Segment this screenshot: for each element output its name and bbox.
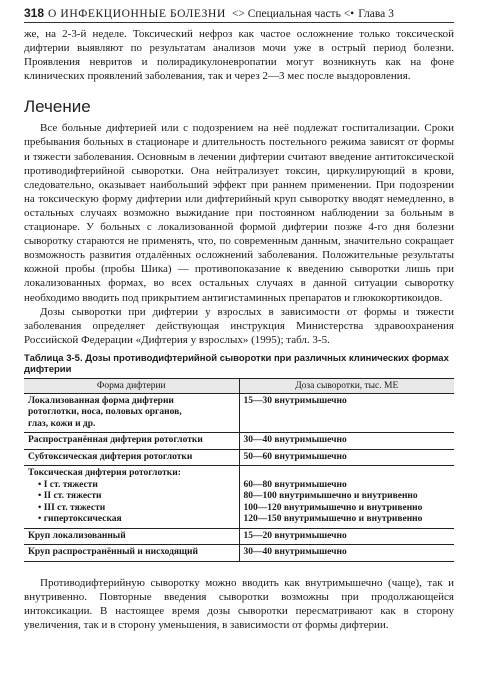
- form-line: • I ст. тяжести: [38, 479, 98, 490]
- form-cell: [24, 433, 239, 450]
- chapter-label: Глава 3: [358, 8, 394, 20]
- table-row: [24, 466, 454, 529]
- form-cell: [24, 466, 239, 529]
- dose-line: 100—120 внутримышечно и внутривенно: [243, 502, 423, 513]
- dose-cell: [239, 393, 454, 433]
- dose-line: [244, 468, 451, 480]
- dose-line: 15—20 внутримышечно: [243, 530, 347, 541]
- table-caption: Таблица 3-5. Дозы противодифтерийной сыворотки при различных клинических формах дифтерии: [24, 352, 449, 376]
- form-line: • гипертоксическая: [38, 514, 122, 525]
- form-line: Токсическая дифтерия ротоглотки:: [28, 468, 181, 479]
- form-line: Круп локализованный: [28, 530, 126, 541]
- dose-cell: [239, 545, 454, 562]
- form-cell: [24, 393, 239, 433]
- dose-table: [24, 378, 454, 562]
- form-line: Круп распространённый и нисходящий: [28, 547, 199, 558]
- table-row: [24, 393, 454, 433]
- table-row: [24, 528, 454, 545]
- form-line: Локализованная форма дифтерии: [28, 395, 174, 406]
- dose-line: 120—150 внутримышечно и внутривенно: [243, 514, 423, 525]
- table-row: [24, 433, 454, 450]
- dose-line: 15—30 внутримышечно: [243, 395, 347, 406]
- form-line: глаз, кожи и др.: [28, 418, 96, 429]
- dose-cell: [239, 449, 454, 466]
- table-row: [24, 449, 454, 466]
- form-line: ротоглотки, носа, половых органов,: [28, 407, 182, 418]
- part-label: <> Специальная часть <•: [231, 8, 355, 20]
- form-cell: [24, 545, 239, 562]
- dose-line: 50—60 внутримышечно: [243, 451, 347, 462]
- form-line: Распространённая дифтерия ротоглотки: [28, 435, 203, 446]
- form-cell: [24, 449, 239, 466]
- running-header: [24, 6, 454, 23]
- table-body: [24, 393, 454, 561]
- dose-line: 30—40 внутримышечно: [243, 435, 347, 446]
- dose-cell: [239, 433, 454, 450]
- table-header-row: [24, 378, 454, 393]
- dose-cell: [239, 528, 454, 545]
- dose-line: 60—80 внутримышечно: [243, 479, 347, 490]
- intro-paragraph: же, на 2-3-й неделе. Токсический нефроз как частое осложнение только токсической дифтерии выявляют по результатам анализов мочи уже в острый период болезни. Проявления невритов и полирадикулоневропатии могут возникнуть как на фоне клинических проявлений заболевания, так и через 2—3 мес после выздоровления.: [24, 28, 454, 83]
- form-line: • III ст. тяжести: [38, 502, 106, 513]
- dose-line: 80—100 внутримышечно и внутривенно: [243, 491, 418, 502]
- book-title: О ИНФЕКЦИОННЫЕ БОЛЕЗНИ: [48, 8, 226, 20]
- dose-cell: [239, 466, 454, 529]
- form-cell: [24, 528, 239, 545]
- form-line: • II ст. тяжести: [38, 491, 102, 502]
- body-paragraph: Дозы сыворотки при дифтерии у взрослых в зависимости от формы и тяжести заболевания определяет действующая инструкция Министерства здравоохранения Российской Федерации «Дифтерия у взрослых» (1995); табл. 3-5.: [24, 305, 454, 346]
- body-paragraph: Все больные дифтерией или с подозрением на неё подлежат госпитализации. Сроки пребывания больных в стационаре и длительность постельного режима зависят от формы и тяжести заболевания. Основным в лечении дифтерии считают введение антитоксической противодифтерийной сыворотки. Она нейтрализует токсин, циркулирующий в крови, следовательно, оказывает наибольший эффект при раннем применении. При подозрении на токсическую форму дифтерии или дифтерийный круп сыворотку вводят немедленно, в остальных случаях возможно выжидание при постоянном наблюдении за больным в стационаре. У больных с локализованной формой дифтерии позже 4-го дня болезни сыворотку стараются не применять, что, по современным данным, значительно сокращает возможность развития отдалённых осложнений заболевания. Положительные результаты кожной пробы (пробы Шика) — противопоказание к введению сыворотки лишь при локализованных формах, во всех остальных случаях в данной ситуации сыворотку необходимо вводить под прикрытием антигистаминных препаратов и глюкокортикоидов.: [24, 122, 454, 304]
- closing-paragraph: Противодифтерийную сыворотку можно вводить как внутримышечно (чаще), так и внутривенно. Повторные введения сыворотки возможны при продолжающейся интоксикации. В настоящее время дозы сыворотки пересматривают как в сторону увеличения, так и в сторону уменьшения, в зависимости от формы дифтерии.: [24, 576, 454, 632]
- section-title: Лечение: [24, 97, 91, 117]
- column-header: Доза сыворотки, тыс. МЕ: [239, 378, 454, 393]
- table-row: [24, 545, 454, 562]
- page-number: 318: [24, 6, 45, 20]
- dose-line: 30—40 внутримышечно: [243, 547, 347, 558]
- column-header: Форма дифтерии: [24, 378, 239, 393]
- form-line: Субтоксическая дифтерия ротоглотки: [28, 451, 193, 462]
